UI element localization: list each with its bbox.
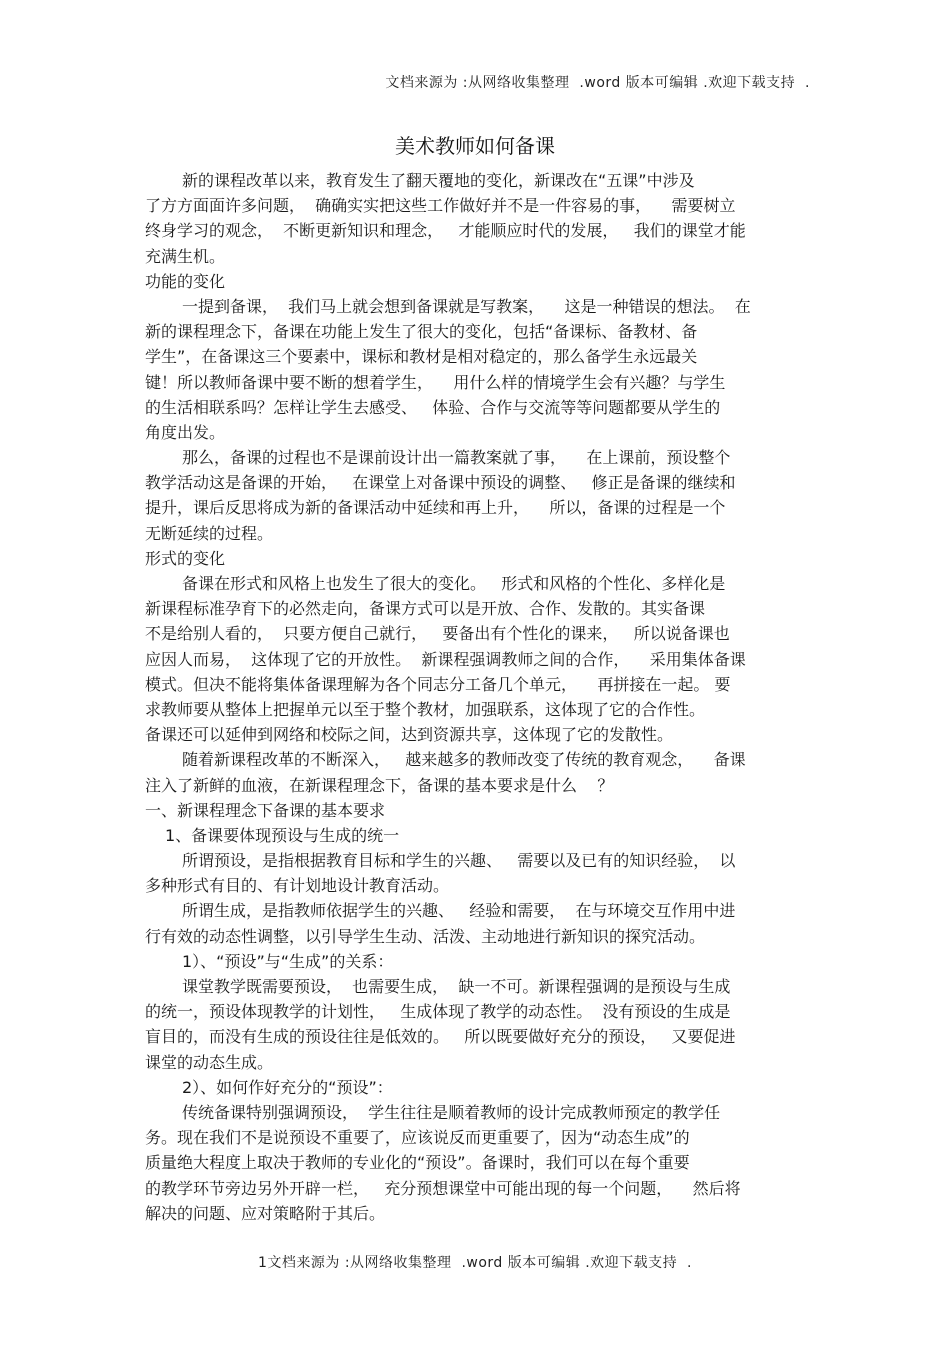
text-line: 的生活相联系吗？怎样让学生去感受、 体验、合作与交流等等问题都要从学生的 xyxy=(145,397,721,417)
text-line: 提升，课后反思将成为新的备课活动中延续和再上升， 所以，备课的过程是一个 xyxy=(145,498,726,518)
text-line: 的统一，预设体现教学的计划性， 生成体现了教学的动态性。 没有预设的生成是 xyxy=(145,1002,731,1022)
text-line: 求教师要从整体上把握单元以至于整个教材，加强联系，这体现了它的合作性。 xyxy=(145,699,706,719)
text-line: 应因人而易， 这体现了它的开放性。 新课程强调教师之间的合作， 采用集体备课 xyxy=(145,649,746,669)
text-line: 一、新课程理念下备课的基本要求 xyxy=(145,800,386,820)
text-line: 了方方面面许多问题， 确确实实把这些工作做好并不是一件容易的事， 需要树立 xyxy=(145,196,736,216)
text-line: 键！所以教师备课中要不断的想着学生， 用什么样的情境学生会有兴趣？与学生 xyxy=(145,372,726,392)
text-line: 课堂教学既需要预设， 也需要生成， 缺一不可。新课程强调的是预设与生成 xyxy=(182,977,731,996)
text-line: 不是给别人看的， 只要方便自己就行， 要备出有个性化的课来， 所以说备课也 xyxy=(145,624,730,644)
text-line: 1）、“预设”与“生成”的关系： xyxy=(182,951,394,971)
text-line: 备课还可以延伸到网络和校际之间，达到资源共享，这体现了它的发散性。 xyxy=(145,725,674,745)
page-header: 文档来源为 :从网络收集整理 .word 版本可编辑 .欢迎下载支持 . xyxy=(385,75,810,91)
text-line: 教学活动这是备课的开始， 在课堂上对备课中预设的调整、 修正是备课的继续和 xyxy=(145,473,736,493)
text-line: 务。现在我们不是说预设不重要了，应该说反而更重要了，因为“动态生成”的 xyxy=(145,1128,690,1148)
text-line: 解决的问题、应对策略附于其后。 xyxy=(145,1203,386,1223)
text-line: 行有效的动态性调整，以引导学生生动、活泼、主动地进行新知识的探究活动。 xyxy=(145,926,706,946)
text-line: 所谓生成，是指教师依据学生的兴趣、 经验和需要， 在与环境交互作用中进 xyxy=(182,901,736,921)
document-body xyxy=(145,168,815,1226)
text-line: 学生”，在备课这三个要素中，课标和教材是相对稳定的，那么备学生永远最关 xyxy=(145,347,698,367)
text-line: 1、备课要体现预设与生成的统一 xyxy=(165,825,400,845)
document-title: 美术教师如何备课 xyxy=(395,134,555,158)
text-line: 新的课程改革以来，教育发生了翻天覆地的变化，新课改在“五课”中涉及 xyxy=(182,171,695,190)
text-line: 那么，备课的过程也不是课前设计出一篇教案就了事， 在上课前，预设整个 xyxy=(182,448,731,468)
text-line: 随着新课程改革的不断深入， 越来越多的教师改变了传统的教育观念， 备课 xyxy=(182,750,746,770)
text-line: 盲目的，而没有生成的预设往往是低效的。 所以既要做好充分的预设， 又要促进 xyxy=(145,1027,736,1047)
text-line: 注入了新鲜的血液，在新课程理念下，备课的基本要求是什么 ？ xyxy=(145,775,614,795)
text-line: 形式的变化 xyxy=(145,548,226,568)
text-line: 无断延续的过程。 xyxy=(145,523,274,543)
text-line: 的教学环节旁边另外开辟一栏， 充分预想课堂中可能出现的每一个问题， 然后将 xyxy=(145,1178,741,1198)
text-line: 功能的变化 xyxy=(145,271,226,291)
text-line: 一提到备课， 我们马上就会想到备课就是写教案， 这是一种错误的想法。 在 xyxy=(182,296,751,316)
text-line: 角度出发。 xyxy=(145,422,226,442)
text-line: 课堂的动态生成。 xyxy=(145,1052,274,1072)
text-line: 充满生机。 xyxy=(145,246,226,266)
text-line: 备课在形式和风格上也发生了很大的变化。 形式和风格的个性化、多样化是 xyxy=(182,574,726,593)
text-line: 2）、如何作好充分的“预设”： xyxy=(182,1077,393,1097)
text-line: 所谓预设，是指根据教育目标和学生的兴趣、 需要以及已有的知识经验， 以 xyxy=(182,851,736,871)
text-line: 多种形式有目的、有计划地设计教育活动。 xyxy=(145,876,450,896)
text-line: 传统备课特别强调预设， 学生往往是顺着教师的设计完成教师预定的教学任 xyxy=(182,1102,721,1122)
page-footer: 1文档来源为 :从网络收集整理 .word 版本可编辑 .欢迎下载支持 . xyxy=(257,1255,693,1271)
text-line: 质量绝大程度上取决于教师的专业化的“预设”。备课时，我们可以在每个重要 xyxy=(145,1153,690,1173)
text-line: 终身学习的观念， 不断更新知识和理念， 才能顺应时代的发展， 我们的课堂才能 xyxy=(145,221,746,241)
text-line: 新课程标准孕育下的必然走向，备课方式可以是开放、合作、发散的。其实备课 xyxy=(145,599,706,619)
text-line: 新的课程理念下，备课在功能上发生了很大的变化，包括“备课标、备教材、备 xyxy=(145,322,698,342)
text-line: 模式。但决不能将集体备课理解为各个同志分工备几个单元， 再拼接在一起。 要 xyxy=(145,674,731,694)
